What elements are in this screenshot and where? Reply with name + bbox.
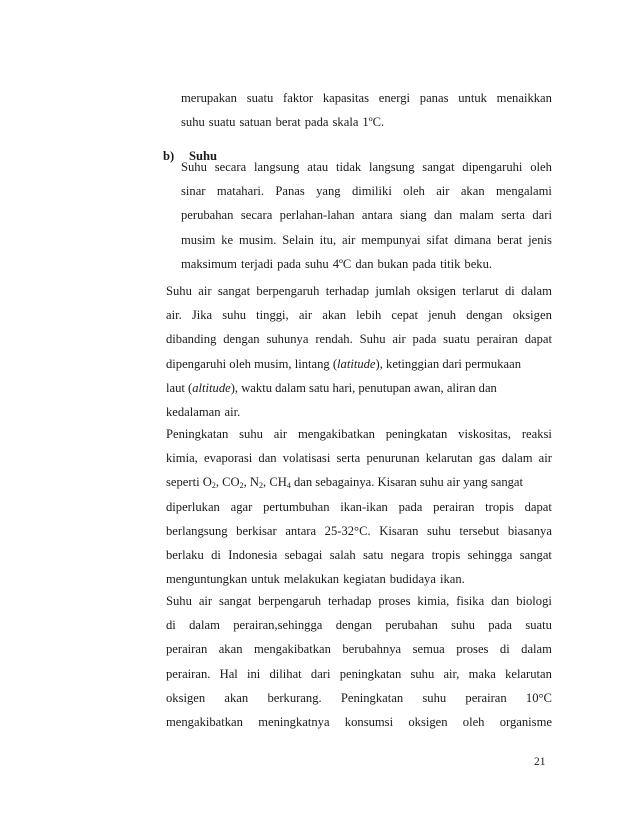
text-line: Suhu air sangat berpengaruh terhadap jumlah oksigen terlarut di dalam — [166, 284, 552, 298]
paragraph-3 — [166, 589, 552, 734]
text-line — [166, 352, 552, 376]
page-number: 21 — [534, 756, 546, 768]
paragraph-1 — [166, 279, 552, 424]
text-line — [166, 376, 552, 400]
text-line: kimia, evaporasi dan volatisasi serta penurunan kelarutan gas dalam air — [166, 451, 552, 466]
paragraph-suhu-definition — [181, 155, 552, 276]
text-line: menguntungkan untuk melakukan kegiatan budidaya ikan. — [166, 572, 465, 587]
text-run: seperti $O_2$, $CO_2$, $N_2$, $CH_4$ dan sebagainya. Kisaran suhu air yang sangat — [166, 475, 524, 491]
text-line: kedalaman air. — [166, 404, 241, 419]
paragraph-2 — [166, 422, 552, 591]
italic-term: altitude — [192, 380, 231, 395]
text-line: di dalam perairan,sehingga dengan perubahan suhu pada suatu — [166, 618, 552, 633]
italic-term: latitude — [337, 356, 376, 371]
text-line: musim ke musim. Selain itu, air mempunyai sifat dimana berat jenis — [181, 232, 552, 247]
text-line — [166, 470, 552, 494]
text-line: air. Jika suhu tinggi, air akan lebih cepat jenuh dengan oksigen — [166, 308, 552, 323]
text-line: sinar matahari. Panas yang dimiliki oleh air akan mengalami — [181, 184, 552, 199]
text-line: merupakan suatu faktor kapasitas energi panas untuk menaikkan — [181, 91, 552, 105]
text-line: berlaku di Indonesia sebagai salah satu negara tropis sehingga sangat — [166, 547, 552, 562]
text-line: diperlukan agar pertumbuhan ikan-ikan pada perairan tropis dapat — [166, 499, 552, 514]
text-run: dipengaruhi oleh musim, lintang (latitude), ketinggian dari permukaan — [166, 356, 522, 371]
text-run: laut (altitude), waktu dalam satu hari, penutupan awan, aliran dan — [166, 380, 497, 395]
paragraph-intro — [181, 86, 552, 134]
text-line: Suhu secara langsung atau tidak langsung sangat dipengaruhi oleh — [181, 160, 552, 174]
text-line: Suhu air sangat berpengaruh terhadap proses kimia, fisika dan biologi — [166, 594, 552, 608]
heading-number: b) — [163, 149, 175, 163]
text-line: suhu suatu satuan berat pada skala 1ºC. — [181, 115, 385, 130]
text-line: perubahan secara perlahan-lahan antara siang dan malam serta dari — [181, 208, 552, 223]
text-line: perairan. Hal ini dilihat dari peningkatan suhu air, maka kelarutan — [166, 666, 552, 681]
text-line: mengakibatkan meningkatnya konsumsi oksigen oleh organisme — [166, 714, 552, 729]
text-line: Peningkatan suhu air mengakibatkan peningkatan viskositas, reaksi — [166, 427, 552, 441]
text-line: dibanding dengan suhunya rendah. Suhu air pada suatu perairan dapat — [166, 332, 552, 347]
text-line: perairan akan mengakibatkan berubahnya semua proses di dalam — [166, 642, 552, 657]
text-line: berlangsung berkisar antara 25-32°C. Kisaran suhu tersebut biasanya — [166, 523, 552, 538]
text-line: maksimum terjadi pada suhu 4ºC dan bukan pada titik beku. — [181, 256, 493, 271]
text-line: oksigen akan berkurang. Peningkatan suhu perairan 10°C — [166, 690, 552, 705]
heading-title: Suhu — [189, 149, 218, 163]
